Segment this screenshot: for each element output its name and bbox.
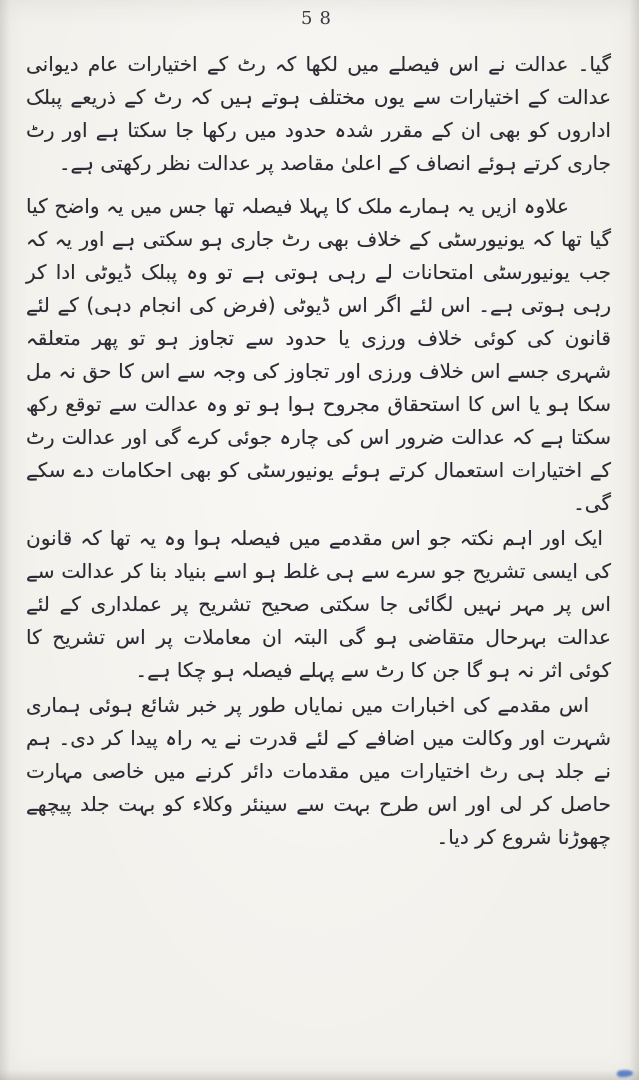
scan-edge-shadow bbox=[0, 1070, 639, 1080]
paragraph: ایک اور اہم نکتہ جو اس مقدمے میں فیصلہ ہوا وہ یہ تھا کہ قانون کی ایسی تشریح جو سرے سے ہی غلط ہو اسے بنیاد بنا کر عدالت سے اس پر مہر نہیں لگائی جا سکتی صحیح تشریح پر عملداری کے لئے عدالت بہرحال متقاضی ہو گی البتہ ان معاملات پر اس تشریح کا کوئی اثر نہ ہو گا جن کا رٹ سے پہلے فیصلہ ہو چکا ہے۔ bbox=[26, 526, 611, 682]
body-text bbox=[26, 48, 611, 854]
paragraph: اس مقدمے کی اخبارات میں نمایاں طور پر خبر شائع ہوئی ہماری شہرت اور وکالت میں اضافے کے لئے قدرت نے یہ راہ پیدا کر دی۔ ہم نے جلد ہی رٹ اختیارات میں مقدمات دائر کرنے میں خاصی مہارت حاصل کر لی اور اس طرح بہت سے سینئر وکلاء کو بہت جلد پیچھے چھوڑنا شروع کر دیا۔ bbox=[26, 693, 611, 849]
paragraph: گیا۔ عدالت نے اس فیصلے میں لکھا کہ رٹ کے اختیارات عام دیوانی عدالت کے اختیارات سے یوں مختلف ہوتے ہیں کہ رٹ کے ذریعے پبلک اداروں کو بھی ان کے مقرر شدہ حدود میں رکھا جا سکتا ہے اور رٹ جاری کرتے ہوئے انصاف کے اعلیٰ مقاصد پر عدالت نظر رکھتی ہے۔ bbox=[26, 52, 611, 175]
paragraph: علاوہ ازیں یہ ہمارے ملک کا پہلا فیصلہ تھا جس میں یہ واضح کیا گیا تھا کہ یونیورسٹی کے خلاف بھی رٹ جاری ہو سکتی ہے اور یہ کہ جب یونیورسٹی امتحانات لے رہی ہوتی ہے تو وہ پبلک ڈیوٹی ادا کر رہی ہوتی ہے۔ اس لئے اگر اس ڈیوٹی (فرض کی انجام دہی) کے لئے قانون کی کوئی خلاف ورزی یا حدود سے تجاوز ہو تو پھر متعلقہ شہری جسے اس خلاف ورزی اور تجاوز کی وجہ سے اس کا حق نہ مل سکا ہو یا اس کا استحقاق مجروح ہوا ہو تو وہ عدالت سے توقع رکھ سکتا ہے کہ عدالت ضرور اس کی چارہ جوئی کرے گی اور عدالت رٹ کے اختیارات استعمال کرتے ہوئے یونیورسٹی کو بھی احکامات دے سکے گی۔ bbox=[26, 194, 611, 515]
page-number: 58 bbox=[301, 8, 338, 29]
